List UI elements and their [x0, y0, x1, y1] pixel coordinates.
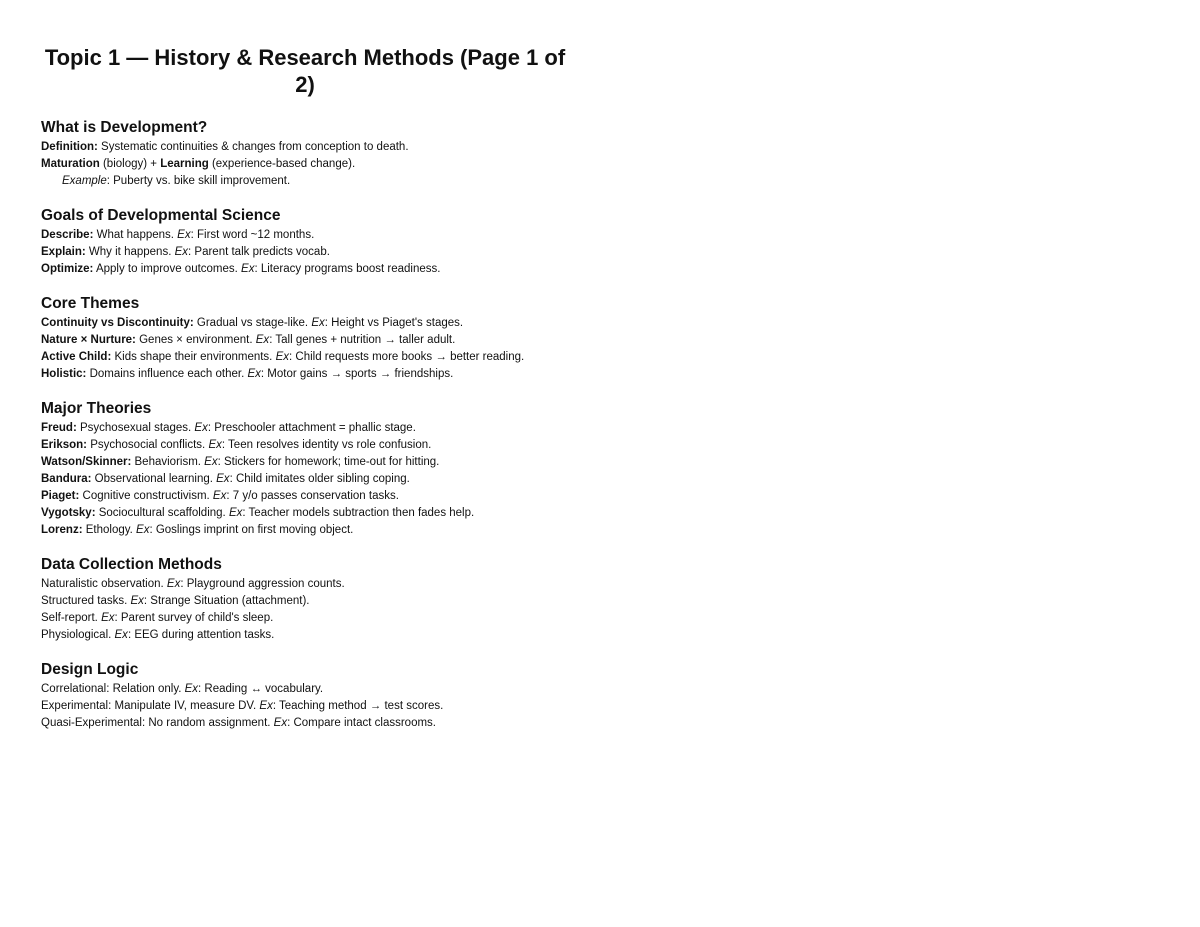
bold-label: Definition: — [41, 141, 98, 153]
line-text: (biology) + — [99, 158, 161, 170]
example-marker: Ex — [194, 422, 208, 434]
line-text: Sociocultural scaffolding. — [95, 507, 229, 519]
example-marker: Ex — [311, 317, 325, 329]
text-line — [41, 471, 541, 488]
sections-container — [41, 118, 541, 732]
example-text: : Goslings imprint on first moving object. — [149, 524, 354, 536]
text-line — [41, 437, 541, 454]
line-text: Ethology. — [82, 524, 137, 536]
text-line — [41, 505, 541, 522]
example-text: : Literacy programs boost readiness. — [254, 263, 441, 275]
bold-label: Active Child: — [41, 351, 112, 363]
text-line — [41, 522, 541, 539]
text-line — [41, 698, 541, 715]
example-text: : Preschooler attachment = phallic stage. — [207, 422, 416, 434]
example-text: : Tall genes + nutrition → taller adult. — [269, 334, 456, 346]
bold-label: Nature × Nurture: — [41, 334, 136, 346]
bold-label: Learning — [160, 158, 209, 170]
example-marker: Ex — [114, 629, 128, 641]
example-marker: Ex — [101, 612, 115, 624]
text-line — [41, 610, 541, 627]
line-text: Gradual vs stage-like. — [193, 317, 312, 329]
text-line — [41, 681, 541, 698]
line-text: : Puberty vs. bike skill improvement. — [106, 175, 291, 187]
text-line — [41, 139, 541, 156]
text-line — [41, 488, 541, 505]
line-text: Psychosocial conflicts. — [87, 439, 209, 451]
section-heading: Core Themes — [41, 295, 140, 312]
section-heading: Data Collection Methods — [41, 556, 222, 573]
line-text: Experimental: Manipulate IV, measure DV. — [41, 700, 260, 712]
line-text: Observational learning. — [91, 473, 217, 485]
line-text: Domains influence each other. — [86, 368, 248, 380]
text-line — [41, 332, 541, 349]
line-text: Psychosexual stages. — [76, 422, 195, 434]
example-marker: Ex — [273, 717, 288, 729]
document-page — [41, 44, 566, 748]
bold-label: Lorenz: — [41, 524, 83, 536]
example-marker: Ex — [174, 246, 189, 258]
text-line — [41, 261, 541, 278]
text-line — [41, 627, 541, 644]
text-line — [41, 593, 541, 610]
example-marker: Ex — [204, 456, 218, 468]
line-text: Why it happens. — [85, 246, 175, 258]
bold-label: Holistic: — [41, 368, 87, 380]
example-text: : 7 y/o passes conservation tasks. — [226, 490, 399, 502]
line-text: Cognitive constructivism. — [79, 490, 213, 502]
text-line — [41, 156, 541, 173]
example-text: : Motor gains → sports → friendships. — [260, 368, 454, 380]
example-marker: Ex — [166, 578, 181, 590]
text-line — [41, 349, 541, 366]
example-text: : Teaching method → test scores. — [272, 700, 444, 712]
line-text: Apply to improve outcomes. — [93, 263, 242, 275]
text-line — [41, 715, 541, 732]
italic-label: Example — [62, 175, 107, 187]
section — [41, 660, 541, 732]
example-text: : Child requests more books → better reading. — [289, 351, 525, 363]
bold-label: Bandura: — [41, 473, 92, 485]
line-text: Kids shape their environments. — [111, 351, 276, 363]
section — [41, 294, 541, 383]
line-text: Structured tasks. — [41, 595, 131, 607]
example-marker: Ex — [177, 229, 191, 241]
text-line — [41, 576, 541, 593]
text-line — [41, 420, 541, 437]
line-text: Behaviorism. — [131, 456, 205, 468]
section-heading: What is Development? — [41, 119, 208, 136]
section-heading: Goals of Developmental Science — [41, 207, 281, 224]
example-marker: Ex — [212, 490, 227, 502]
example-text: : Compare intact classrooms. — [287, 717, 436, 729]
example-marker: Ex — [275, 351, 289, 363]
bold-label: Describe: — [41, 229, 94, 241]
example-text: : Reading ↔ vocabulary. — [198, 683, 324, 695]
bold-label: Optimize: — [41, 263, 94, 275]
example-text: : Height vs Piaget's stages. — [324, 317, 464, 329]
example-text: : Parent survey of child's sleep. — [114, 612, 274, 624]
line-text: Genes × environment. — [135, 334, 256, 346]
line-text: What happens. — [93, 229, 178, 241]
section — [41, 118, 541, 190]
section — [41, 555, 541, 644]
line-text: Correlational: Relation only. — [41, 683, 185, 695]
example-marker: Ex — [247, 368, 261, 380]
line-text: (experience-based change). — [208, 158, 356, 170]
text-line — [41, 315, 541, 332]
bold-label: Continuity vs Discontinuity: — [41, 317, 194, 329]
example-text: : Teen resolves identity vs role confusion. — [221, 439, 432, 451]
text-line — [41, 244, 541, 261]
page-title: Topic 1 — History & Research Methods (Page 1 of 2) — [44, 45, 566, 97]
example-marker: Ex — [216, 473, 230, 485]
example-marker: Ex — [255, 334, 270, 346]
bold-label: Watson/Skinner: — [41, 456, 132, 468]
line-text: Naturalistic observation. — [41, 578, 167, 590]
example-text: : Child imitates older sibling coping. — [229, 473, 410, 485]
example-marker: Ex — [228, 507, 243, 519]
bold-label: Explain: — [41, 246, 86, 258]
example-marker: Ex — [130, 595, 144, 607]
line-text: Quasi-Experimental: No random assignment. — [41, 717, 274, 729]
bold-label: Vygotsky: — [41, 507, 96, 519]
example-marker: Ex — [241, 263, 255, 275]
section — [41, 206, 541, 278]
example-marker: Ex — [208, 439, 222, 451]
example-marker: Ex — [184, 683, 199, 695]
bold-label: Freud: — [41, 422, 77, 434]
text-line — [41, 227, 541, 244]
section-heading: Design Logic — [41, 661, 139, 678]
bold-label: Piaget: — [41, 490, 80, 502]
text-line — [41, 173, 541, 190]
text-line — [41, 454, 541, 471]
example-marker: Ex — [136, 524, 150, 536]
example-text: : Parent talk predicts vocab. — [188, 246, 330, 258]
line-text: Systematic continuities & changes from conception to death. — [97, 141, 409, 153]
text-line — [41, 366, 541, 383]
line-text: Physiological. — [41, 629, 115, 641]
bold-label: Maturation — [41, 158, 100, 170]
example-marker: Ex — [259, 700, 273, 712]
example-text: : Strange Situation (attachment). — [143, 595, 310, 607]
example-text: : First word ~12 months. — [190, 229, 315, 241]
example-text: : Stickers for homework; time-out for hitting. — [217, 456, 440, 468]
line-text: Self-report. — [41, 612, 102, 624]
section-heading: Major Theories — [41, 400, 152, 417]
example-text: : Playground aggression counts. — [180, 578, 345, 590]
section — [41, 399, 541, 539]
example-text: : Teacher models subtraction then fades help. — [242, 507, 475, 519]
bold-label: Erikson: — [41, 439, 88, 451]
example-text: : EEG during attention tasks. — [127, 629, 275, 641]
